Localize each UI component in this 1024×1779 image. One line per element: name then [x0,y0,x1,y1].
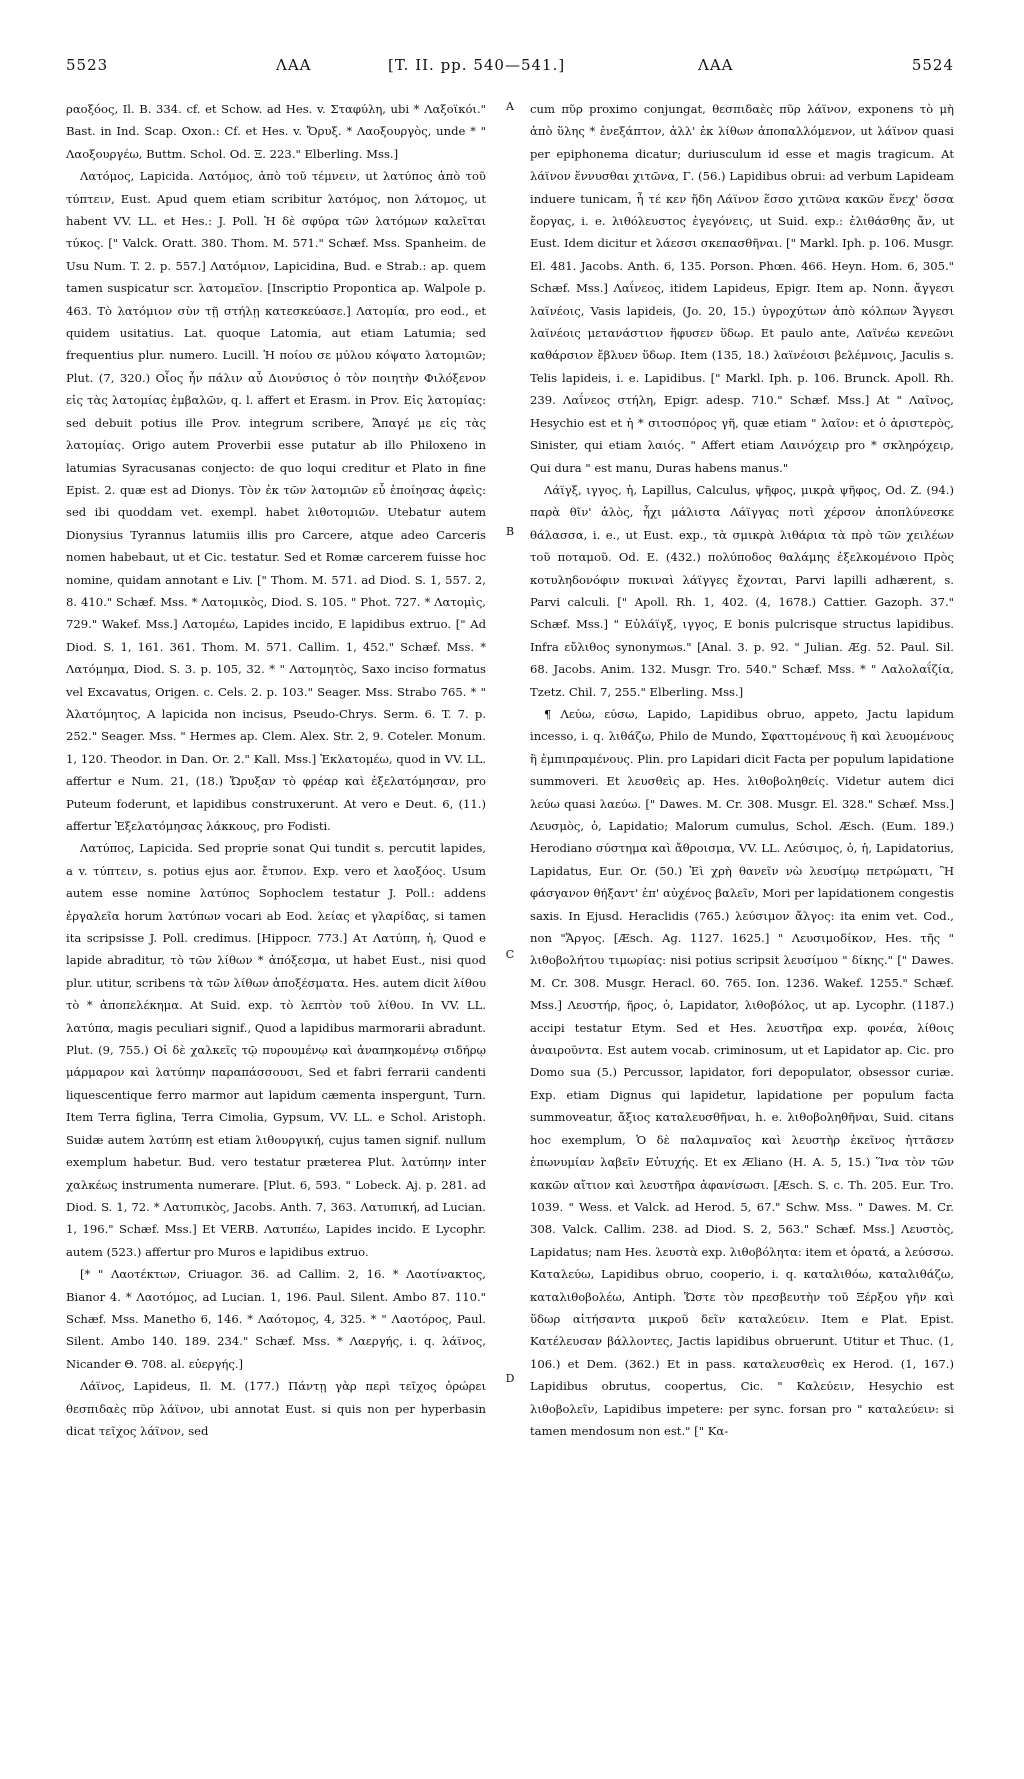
entry-paragraph: Λατόμος, Lapicida. Λατόμος, ἀπὸ τοῦ τέμνειν, ut λατύπος ἀπὸ τοῦ τύπτειν, Eust. Apud quem etiam scribitur λατόμος, non λάτομος, ut habent VV. LL. et Hes.: J. Poll. Ἡ δὲ σφύρα τῶν λατόμων καλεῖται τύκος. [" Valck. Oratt. 380. Thom. M. 571." Schæf. Mss. Spanheim. de Usu Num. T. 2. p. 557.] Λατόμιον, Lapicidina, Bud. e Strab.: ap. quem tamen suspicatur scr. λατομεῖον. [Inscriptio Propontica ap. Walpole p. 463. Τὸ λατόμιον σὺν τῇ στήλῃ κατεσκεύασε.] Λατομία, pro eod., et quidem usitatius. Lat. quoque Latomia, aut etiam Latumia; sed frequentius plur. numero. Lucill. Ἡ ποίου σε μύλου κόψατο λατομιῶν; Plut. (7, 320.) Οἷος ἦν πάλιν αὖ Διονύσιος ὁ τὸν ποιητὴν Φιλόξενον εἰς τὰς λατομίας ἐμβαλῶν, q. l. affert et Erasm. in Prov. Εἰς λατομίας: sed debuit potius ille Prov. integrum scribere, Ἄπαγέ με εἰς τὰς λατομίας. Origo autem Proverbii esse putatur ab illo Philoxeno in latumias Syracusanas conjecto: de quo loqui creditur et Plato in fine Epist. 2. quæ est ad Dionys. Τὸν ἐκ τῶν λατομιῶν εὖ ἐποίησας ἀφεὶς: sed ibi quoddam vet. exempl. habet λιθοτομιῶν. Utebatur autem Dionysius Tyrannus latumiis illis pro Carcere, atque adeo Carceris nomen habebaut, ut et Cic. testatur. Sed et Romæ carcerem fuisse hoc nomine, quidam annotant e Liv. [" Thom. M. 571. ad Diod. S. 1, 557. 2, 8. 410." Schæf. Mss. * Λατομικὸς, Diod. S. 105. " Phot. 727. * Λατομὶς, 729." Wakef. Mss.] Λατομέω, Lapides incido, E lapidibus extruo. [" Ad Diod. S. 1, 161. 361. Thom. M. 571. Callim. 1, 452." Schæf. Mss. * Λατόμημα, Diod. S. 3. p. 105, 32. * " Λατομητὸς, Saxo inciso formatus vel Excavatus, Origen. c. Cels. 2. p. 103." Seager. Mss. Strabo 765. * " Ἀλατόμητος, A lapicida non incisus, Pseudo-Chrys. Serm. 6. T. 7. p. 252." Seager. Mss. " Hermes ap. Clem. Alex. Str. 2, 9. Coteler. Monum. 1, 120. Theodor. in Dan. Or. 2." Kall. Mss.] Ἐκλατομέω, quod in VV. LL. affertur e Num. 21, (18.) Ὤρυξαν τὸ φρέαρ καὶ ἐξελατόμησαν, pro Puteum foderunt, et lapidibus construxerunt. At vero e Deut. 6, (11.) affertur Ἐξελατόμησας λάκκους, pro Fodisti. [66,169,486,833]
entry-paragraph: ραοξόος, Il. B. 334. cf. et Schow. ad Hes. v. Σταφύλη, ubi * Λαξοϊκόι." Bast. in Ind. Scap. Oxon.: Cf. et Hes. v. Ὄρυξ. * Λαοξουργὸς, unde * " Λαοξουργέω, Buttm. Schol. Od. Ξ. 223." Elberling. Mss.] [66,102,486,161]
entry-paragraph: [* " Λαοτέκτων, Criuagor. 36. ad Callim. 2, 16. * Λαοτίνακτος, Bianor 4. * Λαοτόμος, ad Lucian. 1, 196. Paul. Silent. Ambo 87. 110." Schæf. Mss. Manetho 6, 146. * Λαότομος, 4, 325. * " Λαοτόρος, Paul. Silent. Ambo 140. 189. 234." Schæf. Mss. * Λαεργής, i. q. λάϊνος, Nicander Θ. 708. al. εὐεργής.] [66,1267,486,1371]
entry-paragraph: cum πῦρ proximo conjungat, θεσπιδαὲς πῦρ λάϊνον, exponens τὸ μὴ ἀπὸ ὕλης * ἐνεξάπτον, ἀλλ' ἐκ λίθων ἀποπαλλόμενον, ut λάϊνον quasi per epiphonema dicatur; duriusculum id esse et magis tragicum. At λάϊνον ἕννυσθαι χιτῶνα, Γ. (56.) Lapidibus obrui: ad verbum Lapideam induere tunicam, ἦ τέ κεν ἤδη Λάϊνον ἕσσο χιτῶνα κακῶν ἕνεχ' ὅσσα ἔοργας, i. e. λιθόλευστος ἐγεγόνεις, ut Suid. exp.: ἐλιθάσθης ἄν, ut Eust. Idem dicitur et λάεσσι σκεπασθῆναι. [" Markl. Iph. p. 106. Musgr. El. 481. Jacobs. Anth. 6, 135. Porson. Phœn. 466. Heyn. Hom. 6, 305." Schæf. Mss.] Λαΐνεος, itidem Lapideus, Epigr. Item ap. Nonn. ἄγγεσι λαϊνέοις, Vasis lapideis, (Jo. 20, 15.) ὑγροχύτων ἀπὸ κόλπων Ἄγγεσι λαϊνέοις μετανάστιον ἥφυσεν ὕδωρ. Et paulo ante, Λαϊνέω κενεῶνι καθάρσιον ἔβλυεν ὕδωρ. Item (135, 18.) λαϊνέοισι βελέμνοις, Jaculis s. Telis lapideis, i. e. Lapidibus. [" Markl. Iph. p. 106. Brunck. Apoll. Rh. 239. Λαΐνεος στήλη, Epigr. adesp. 710." Schæf. Mss.] At " Λαῖνος, Hesychio est et ἡ * σιτοσπόρος γῆ, quæ etiam " λαῖον: et ὁ ἀριστερὸς, Sinister, qui etiam λαιός. " Affert etiam Λαινόχειρ pro * σκληρόχειρ, Qui dura " est manu, Duras habens manus." [530,102,954,475]
left-headword: ΛΑΑ [276,56,312,74]
right-page-number: 5524 [911,56,954,74]
left-page-number: 5523 [66,56,109,74]
right-headword: ΛΑΑ [698,56,734,74]
entry-paragraph: Λάϊγξ, ιγγος, ἡ, Lapillus, Calculus, ψῆφος, μικρὰ ψῆφος, Od. Z. (94.) παρὰ θῖν' ἁλὸς, ἧχι μάλιστα Λάϊγγας ποτὶ χέρσον ἀποπλύνεσκε θάλασσα, i. e., ut Eust. exp., τὰ σμικρὰ λιθάρια τὰ πρὸ τῶν χειλέων τοῦ ποταμοῦ. Od. E. (432.) πολύποδος θαλάμης ἐξελκομένοιο Πρὸς κοτυληδονόφιν πυκιναὶ λάϊγγες ἔχονται, Parvi lapilli adhærent, s. Parvi calculi. [" Apoll. Rh. 1, 402. (4, 1678.) Cattier. Gazoph. 37." Schæf. Mss.] " Εὐλάϊγξ, ιγγος, E bonis pulcrisque structus lapidibus. Infra εὔλιθος synonymωs." [Anal. 3. p. 92. " Julian. Æg. 52. Paul. Sil. 68. Jacobs. Anim. 132. Musgr. Tro. 540." Schæf. Mss. * " Λαλολαΐζία, Tzetz. Chil. 7, 255." Elberling. Mss.] [530,482,954,699]
entry-paragraph: ¶ Λεύω, εύσω, Lapido, Lapidibus obruo, appeto, Jactu lapidum incesso, i. q. λιθάζω, Philo de Mundo, Σφαττομένους ἢ καὶ λευομένους ἢ ἐμπιπραμένους. Plin. pro Lapidari dicit Facta per populum lapidatione summoveri. Et λευσθεὶς ap. Hes. λιθοβοληθείς. Videtur autem dici λεύω quasi λαεύω. [" Dawes. M. Cr. 308. Musgr. El. 328." Schæf. Mss.] Λευσμὸς, ὁ, Lapidatio; Malorum cumulus, Schol. Æsch. (Eum. 189.) Herodiano σύστημα καὶ ἄθροισμα, VV. LL. Λεύσιμος, ὁ, ἡ, Lapidatorius, Lapidatus, Eur. Or. (50.) Ἐὶ χρὴ θανεῖν νὼ λευσίμῳ πετρώματι, Ἢ φάσγανον θήξαντ' ἐπ' αὐχένος βαλεῖν, Mori per lapidationem congestis saxis. In Ejusd. Heraclidis (765.) λεύσιμον ἄλγος: ita enim vet. Cod., non "Ἄργος. [Æsch. Ag. 1127. 1625.] " Λευσιμοδίκον, Hes. τῆς " λιθοβολήτου τιμωρίας: nisi potius scripsit λευσίμου " δίκης." [" Dawes. M. Cr. 308. Musgr. Heracl. 60. 765. Ion. 1236. Wakef. 1255." Schæf. Mss.] Λευστήρ, ῆρος, ὁ, Lapidator, λιθοβόλος, ut ap. Lycophr. (1187.) accipi testatur Etym. Sed et Hes. λευστῆρα exp. φονέα, λίθοις ἀναιροῦντα. Est autem vocab. criminosum, ut et Lapidator ap. Cic. pro Domo sua (5.) Percussor, lapidator, fori depopulator, obsessor curiæ. Exp. etiam Dignus qui lapidetur, lapidatione per populum facta summoveatur, ἄξιος καταλευσθῆναι, h. e. λιθοβοληθῆναι, Suid. citans hoc exemplum, Ὁ δὲ παλαμναῖος καὶ λευστὴρ ἐκεῖνος ἡττᾶσεν ἐπωνυμίαν λαβεῖν Εὐτυχής. Et ex Æliano (H. A. 5, 15.) Ἵνα τὸν τῶν κακῶν αἴτιον καὶ λευστῆρα ἀφανίσωσι. [Æsch. S. c. Th. 205. Eur. Tro. 1039. " Wess. et Valck. ad Herod. 5, 67." Schw. Mss. " Dawes. M. Cr. 308. Valck. Callim. 238. ad Diod. S. 2, 563." Schæf. Mss.] Λευστὸς, Lapidatus; nam Hes. λευστὰ exp. λιθοβόλητα: item et ὁρατά, a λεύσσω. Καταλεύω, Lapidibus obruo, cooperio, i. q. καταλιθόω, καταλιθάζω, καταλιθοβολέω, Antiph. Ὥστε τὸν πρεσβευτὴν τοῦ Ξέρξου γῆν καὶ ὕδωρ αἰτήσαντα μικροῦ δεῖν καταλεύειν. Item e Plat. Epist. Κατέλευσαν βάλλοντες, Jactis lapidibus obruerunt. Utitur et Thuc. (1, 106.) et Dem. (362.) Et in pass. καταλευσθεὶς ex Herod. (1, 167.) Lapidibus obrutus, coopertus, Cic. " Καλεύειν, Hesychio est λιθοβολεῖν, Lapidibus impetere: per sync. forsan pro " καταλεύειν: si tamen mendosum non est." [" Κα- [530,706,954,1438]
entry-paragraph: Λατύπος, Lapicida. Sed proprie sonat Qui tundit s. percutit lapides, a v. τύπτειν, s. potius ejus aor. ἔτυπον. Exp. vero et λαοξόος. Usum autem esse nomine λατύπος Sophoclem testatur J. Poll.: addens ἐργαλεῖα horum λατύπων vocari ab Eod. λείας et γλαρίδας, si tamen ita scripsisse J. Poll. credimus. [Hippocr. 773.] Ατ Λατύπη, ἡ, Quod e lapide abraditur, τὸ τῶν λίθων * ἀπόξεσμα, ut habet Eust., nisi quod plur. utitur, scribens τὰ τῶν λίθων ἀποξέσματα. Hes. autem dicit λίθου τὸ * ἀποπελέκημα. At Suid. exp. τὸ λεπτὸν τοῦ λίθου. In VV. LL. λατύπα, magis peculiari signif., Quod a lapidibus marmorarii abradunt. Plut. (9, 755.) Οἱ δὲ χαλκεῖς τῷ πυρουμένῳ καὶ ἀναπηκομένῳ σιδήρῳ μάρμαρον καὶ λατύπην παραπάσσουσι, Sed et fabri ferrarii candenti liquescentique ferro marmor aut lapidum cæmenta inspergunt, Turn. Item Terra figlina, Terra Cimolia, Gypsum, VV. LL. e Schol. Aristoph. Suidæ autem λατύπη est etiam λιθουργική, cujus tamen signif. nullum exemplum habetur. Bud. vero testatur præterea Plut. λατύπην inter χαλκέως instrumenta numerare. [Plut. 6, 593. " Lobeck. Aj. p. 281. ad Diod. S. 1, 72. * Λατυπικὸς, Jacobs. Anth. 7, 363. Λατυπική, ad Lucian. 1, 196." Schæf. Mss.] Et VERB. Λατυπέω, Lapides incido. E Lycophr. autem (523.) affertur pro Muros e lapidibus extruo. [66,841,486,1259]
running-header [66,56,954,90]
section-marker-b: B [505,525,515,538]
section-marker-d: D [505,1372,515,1385]
right-column [530,98,954,1738]
section-marker-c: C [505,948,515,961]
left-column [66,98,486,1738]
section-marker-a: A [506,100,514,113]
page-range: [T. II. pp. 540—541.] [388,56,566,74]
entry-paragraph: Λάϊνος, Lapideus, Il. M. (177.) Πάντῃ γὰρ περὶ τεῖχος ὀρώρει θεσπιδαὲς πῦρ λάϊνον, ubi annotat Eust. si quis non per hyperbasin dicat τεῖχος λάϊνον, sed [66,1379,486,1438]
